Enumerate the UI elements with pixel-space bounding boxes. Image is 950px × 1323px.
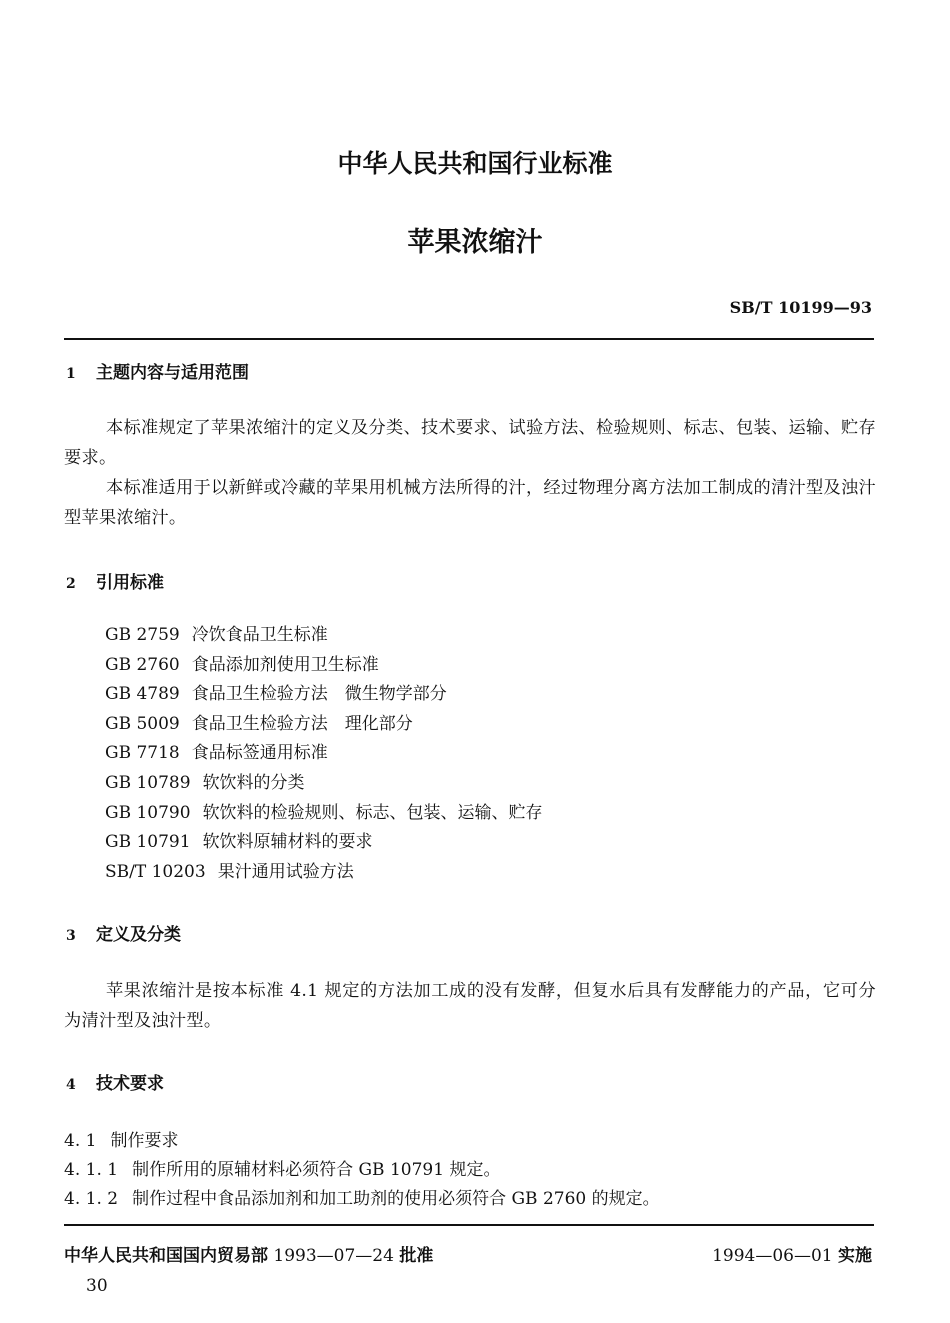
approval-date: 1993—07—24 (273, 1246, 394, 1266)
reference-code: GB 2759 (105, 625, 180, 645)
section-number: 4 (66, 1077, 76, 1093)
implementation-label: 实施 (838, 1246, 872, 1266)
clause-4-1 (64, 1126, 178, 1151)
section-3-heading (66, 920, 181, 945)
clause-4-1-1 (64, 1155, 500, 1180)
reference-title: 食品标签通用标准 (191, 743, 328, 764)
reference-code: GB 2760 (105, 654, 180, 675)
reference-title: 食品卫生检验方法 理化部分 (191, 713, 413, 734)
reference-code: GB 5009 (105, 713, 180, 734)
clause-text: 制作所用的原辅材料必须符合 GB 10791 规定。 (132, 1160, 501, 1180)
section-4-heading (66, 1069, 164, 1094)
reference-code: GB 10791 (105, 832, 191, 853)
section-title: 定义及分类 (96, 925, 181, 945)
reference-title: 食品卫生检验方法 微生物学部分 (191, 684, 447, 705)
reference-item (105, 739, 543, 769)
approval-label: 批准 (399, 1246, 434, 1266)
reference-item (105, 799, 543, 829)
clause-text: 制作过程中食品添加剂和加工助剂的使用必须符合 GB 2760 的规定。 (132, 1189, 660, 1209)
reference-item (105, 710, 543, 740)
section-1-paragraph-1: 本标准规定了苹果浓缩汁的定义及分类、技术要求、试验方法、检验规则、标志、包装、运输、贮存要求。 (64, 418, 876, 468)
reference-title: 软饮料的分类 (202, 772, 305, 793)
implementation-line (712, 1241, 872, 1266)
reference-item (105, 858, 543, 888)
reference-title: 果汁通用试验方法 (217, 861, 354, 882)
clause-4-1-2 (64, 1184, 660, 1209)
reference-code: GB 10789 (105, 772, 191, 793)
section-1-heading (66, 358, 249, 383)
document-category-title: 中华人民共和国行业标准 (337, 149, 613, 178)
standard-code: SB/T 10199—93 (729, 298, 872, 317)
footer-rule (64, 1224, 874, 1226)
reference-title: 冷饮食品卫生标准 (191, 625, 328, 645)
header-rule (64, 338, 874, 340)
reference-item (105, 680, 543, 710)
section-number: 2 (66, 576, 76, 592)
clause-text: 制作要求 (110, 1131, 179, 1151)
section-3-paragraph: 苹果浓缩汁是按本标准 4.1 规定的方法加工成的没有发酵，但复水后具有发酵能力的产品，它可分为清汁型及浊汁型。 (64, 981, 876, 1031)
section-number: 1 (66, 366, 76, 382)
clause-number: 4. 1. 2 (64, 1189, 119, 1209)
approval-line (64, 1241, 433, 1266)
reference-item (105, 828, 543, 858)
section-title: 主题内容与适用范围 (96, 363, 249, 383)
referenced-standards-list (105, 621, 543, 887)
reference-title: 软饮料原辅材料的要求 (202, 832, 373, 853)
reference-code: SB/T 10203 (105, 861, 206, 882)
reference-title: 软饮料的检验规则、标志、包装、运输、贮存 (202, 802, 543, 823)
reference-item (105, 621, 543, 651)
issuer: 中华人民共和国国内贸易部 (64, 1246, 268, 1266)
document-title: 苹果浓缩汁 (407, 227, 543, 258)
reference-item (105, 769, 543, 799)
section-2-heading (66, 568, 164, 593)
reference-title: 食品添加剂使用卫生标准 (191, 654, 379, 675)
clause-number: 4. 1. 1 (64, 1160, 119, 1180)
implementation-date: 1994—06—01 (712, 1246, 833, 1266)
section-1-paragraph-2: 本标准适用于以新鲜或冷藏的苹果用机械方法所得的汁，经过物理分离方法加工制成的清汁型及浊汁型苹果浓缩汁。 (64, 478, 876, 528)
reference-item (105, 651, 543, 681)
section-title: 技术要求 (96, 1074, 164, 1094)
section-number: 3 (66, 928, 76, 944)
clause-number: 4. 1 (64, 1131, 97, 1151)
reference-code: GB 4789 (105, 684, 180, 705)
reference-code: GB 7718 (105, 743, 180, 764)
reference-code: GB 10790 (105, 802, 191, 823)
page-number: 30 (86, 1276, 108, 1296)
section-title: 引用标准 (96, 573, 164, 593)
